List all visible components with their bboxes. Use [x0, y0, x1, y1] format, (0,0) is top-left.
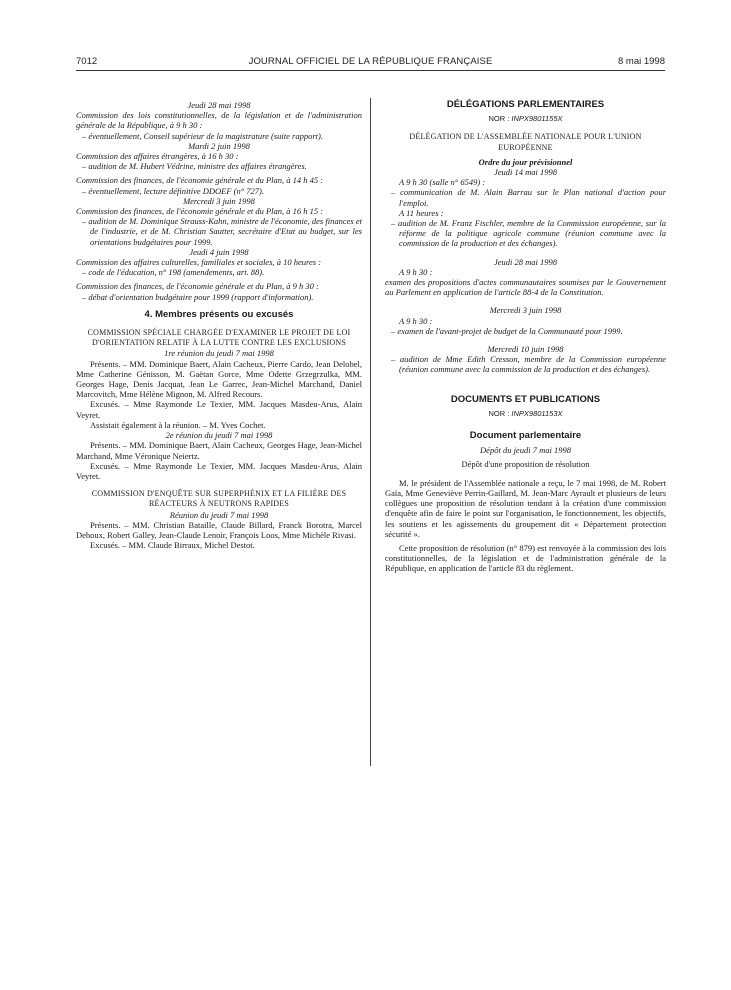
agenda-item: examen des propositions d'actes communautaires soumises par le Gouvernement au Parlement en application de l'article 88-4 de la Constitution.	[385, 277, 666, 298]
right-column	[385, 100, 666, 574]
agenda-item: – audition de M. Franz Fischler, membre de la Commission européenne, sur la réforme de la politique agricole commune (réunion commune avec la commission de la production et des échanges).	[391, 218, 666, 249]
commission-line: Commission des finances, de l'économie générale et du Plan, à 14 h 45 :	[76, 175, 324, 186]
agenda-item: – débat d'orientation budgétaire pour 1999 (rapport d'information).	[82, 291, 314, 302]
agenda-item: – audition de Mme Edith Cresson, membre de la Commission européenne (réunion commune avec la commission de la production et des échanges).	[391, 354, 666, 375]
section-heading: 4. Membres présents ou excusés	[144, 308, 294, 320]
page-number: 7012	[76, 56, 98, 67]
present-members: Présents. – MM. Dominique Baert, Alain Cacheux, Georges Hage, Jean-Michel Marchand, Mme Véronique Neiertz.	[76, 440, 362, 461]
meeting-date: Mercredi 3 juin 1998	[489, 305, 562, 316]
commission-title: COMMISSION SPÉCIALE CHARGÉE D'EXAMINER LE PROJET DE LOI D'ORIENTATION RELATIF À LA LUTTE CONTRE LES EXCLUSIONS	[87, 328, 351, 348]
agenda-item: – code de l'éducation, n° 198 (amendements, art. 88).	[82, 267, 265, 278]
commission-line: Commission des finances, de l'économie générale et du Plan, à 9 h 30 :	[76, 281, 319, 292]
journal-title: JOURNAL OFFICIEL DE LA RÉPUBLIQUE FRANÇAISE	[248, 56, 493, 67]
commission-line: Commission des finances, de l'économie générale et du Plan, à 16 h 15 :	[76, 206, 324, 217]
meeting-date: Mercredi 10 juin 1998	[487, 344, 564, 355]
meeting-date: Jeudi 14 mai 1998	[493, 167, 558, 178]
time-slot: A 9 h 30 :	[399, 266, 433, 277]
section-heading: DÉLÉGATIONS PARLEMENTAIRES	[446, 99, 605, 110]
page-header	[76, 56, 665, 70]
time-slot: A 9 h 30 (salle n° 6549) :	[399, 177, 486, 188]
nor-reference: NOR : INPX9801153X	[488, 408, 563, 418]
meeting-date: Réunion du jeudi 7 mai 1998	[169, 509, 269, 520]
agenda-item: – communication de M. Alain Barrau sur le Plan national d'action pour l'emploi.	[391, 187, 666, 208]
meeting-date: Mardi 2 juin 1998	[188, 140, 250, 151]
excused-members: Excusés. – MM. Claude Birraux, Michel Destot.	[90, 540, 255, 551]
delegation-title: DÉLÉGATION DE L'ASSEMBLÉE NATIONALE POUR L'UNION EUROPÉENNE	[409, 132, 642, 152]
excused-members: Excusés. – Mme Raymonde Le Texier, MM. Jacques Masdeu-Arus, Alain Veyret.	[76, 460, 362, 481]
agenda-item: – audition de M. Hubert Védrine, ministre des affaires étrangères.	[82, 161, 307, 172]
meeting-date: 1re réunion du jeudi 7 mai 1998	[164, 348, 274, 359]
header-rule	[76, 70, 665, 71]
meeting-date: Jeudi 28 mai 1998	[187, 100, 251, 110]
agenda-title: Ordre du jour prévisionnel	[478, 156, 573, 167]
issue-date: 8 mai 1998	[617, 56, 665, 67]
agenda-item: – éventuellement, lecture définitive DDOEF (n° 727).	[82, 185, 264, 196]
deposit-paragraph: Cette proposition de résolution (n° 879) est renvoyée à la commission des lois constitutionnelles, de la législation et de l'administration générale de la République, en application de l'article 83 du règlement.	[385, 542, 666, 574]
commission-line: Commission des affaires étrangères, à 16 h 30 :	[76, 151, 239, 162]
deposit-paragraph: M. le président de l'Assemblée nationale a reçu, le 7 mai 1998, de M. Robert Gaïa, Mme Geneviève Perrin-Gaillard, M. Jean-Marc Ayrault et plusieurs de leurs collègues une proposition de résolution tendant à la création d'une commission d'enquête afin de faire le point sur l'organisation, le fonctionnement, les objectifs, les soutiens et les agissements du groupement dit « Département protection sécurité ».	[385, 477, 666, 539]
subsection-heading: Document parlementaire	[469, 430, 582, 442]
section-heading: DOCUMENTS ET PUBLICATIONS	[450, 393, 601, 405]
time-slot: A 9 h 30 :	[399, 315, 433, 326]
meeting-date: Mercredi 3 juin 1998	[183, 195, 255, 206]
attending-member: Assistait également à la réunion. – M. Yves Cochet.	[90, 419, 266, 430]
commission-line: Commission des lois constitutionnelles, de la législation et de l'administration générale de la République, à 9 h 30 :	[76, 110, 362, 131]
column-divider	[370, 98, 371, 766]
left-column	[76, 100, 362, 550]
deposit-title: Dépôt d'une proposition de résolution	[461, 459, 590, 470]
nor-reference: NOR : INPX9801155X	[488, 114, 563, 124]
deposit-date: Dépôt du jeudi 7 mai 1998	[480, 445, 571, 456]
time-slot: A 11 heures :	[399, 207, 444, 218]
commission-line: Commission des affaires culturelles, familiales et sociales, à 10 heures :	[76, 257, 322, 268]
agenda-item: – éventuellement, Conseil supérieur de la magistrature (suite rapport).	[82, 130, 323, 141]
agenda-item: – audition de M. Dominique Strauss-Kahn, ministre de l'économie, des finances et de l'industrie, et de M. Christian Sautter, secrétaire d'Etat au budget, sur les orientations budgétaires pour 1999.	[82, 216, 362, 247]
present-members: Présents. – MM. Dominique Baert, Alain Cacheux, Pierre Cardo, Jean Delobel, Mme Catherine Génisson, M. Gaëtan Gorce, Mme Odette Grzegrzulka, MM. Georges Hage, Denis Jacquat, Jean Le Garrec, Jean-Michel Marchand, Daniel Marcovitch, Mme Hélène Mignon, M. Alfred Recours.	[76, 358, 362, 400]
meeting-date: Jeudi 4 juin 1998	[189, 246, 249, 257]
commission-title: COMMISSION D'ENQUÊTE SUR SUPERPHÉNIX ET LA FILIÈRE DES RÉACTEURS À NEUTRONS RAPIDES	[91, 489, 347, 509]
meeting-date: Jeudi 28 mai 1998	[493, 256, 558, 267]
meeting-date: 2e réunion du jeudi 7 mai 1998	[165, 430, 273, 441]
present-members: Présents. – MM. Christian Bataille, Claude Billard, Franck Borotra, Marcel Dehoux, Robert Galley, Jean-Claude Lenoir, François Loos, Mme Michèle Rivasi.	[76, 519, 362, 540]
agenda-item: – examen de l'avant-projet de budget de la Communauté pour 1999.	[391, 325, 623, 336]
excused-members: Excusés. – Mme Raymonde Le Texier, MM. Jacques Masdeu-Arus, Alain Veyret.	[76, 399, 362, 420]
